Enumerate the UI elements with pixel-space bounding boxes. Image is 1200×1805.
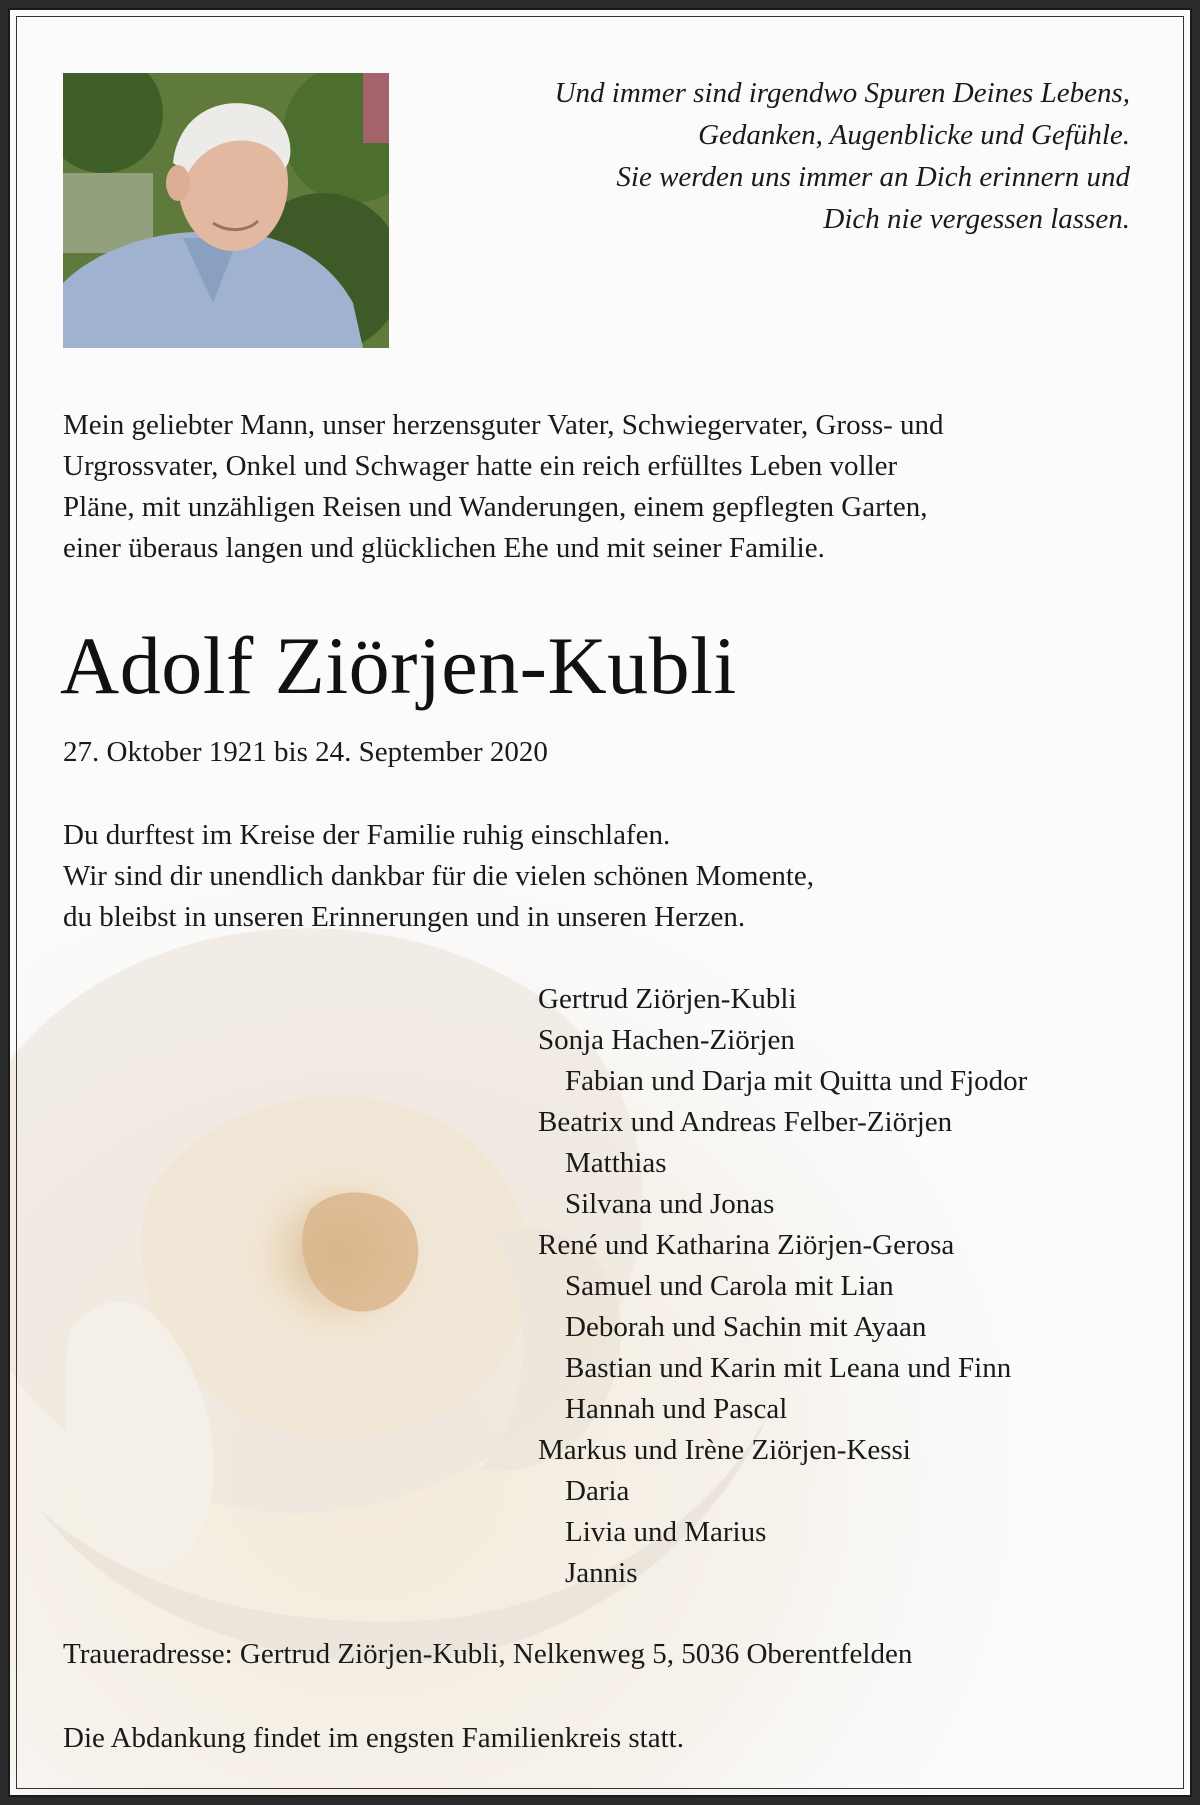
farewell-line: Du durftest im Kreise der Familie ruhig einschlafen. xyxy=(63,819,671,851)
mourner-entry: Markus und Irène Ziörjen-Kessi xyxy=(538,1434,911,1466)
mourner-entry: Silvana und Jonas xyxy=(565,1188,775,1220)
life-dates: 27. Oktober 1921 bis 24. September 2020 xyxy=(63,736,548,768)
verse-line: Gedanken, Augenblicke und Gefühle. xyxy=(698,119,1130,151)
intro-line: einer überaus langen und glücklichen Ehe und mit seiner Familie. xyxy=(63,532,825,564)
intro-paragraph xyxy=(63,405,1143,569)
mourner-entry: Matthias xyxy=(565,1147,667,1179)
farewell-line: Wir sind dir unendlich dankbar für die vielen schönen Momente, xyxy=(63,860,815,892)
mourner-entry: Hannah und Pascal xyxy=(565,1393,788,1425)
mourner-entry: Beatrix und Andreas Felber-Ziörjen xyxy=(538,1106,953,1138)
verse-line: Dich nie vergessen lassen. xyxy=(823,203,1130,235)
portrait-photo xyxy=(63,73,389,348)
intro-line: Mein geliebter Mann, unser herzensguter Vater, Schwiegervater, Gross- und xyxy=(63,409,944,441)
mourner-entry: Daria xyxy=(565,1475,630,1507)
farewell-line: du bleibst in unseren Erinnerungen und in unseren Herzen. xyxy=(63,901,746,933)
mourner-entry: Livia und Marius xyxy=(565,1516,767,1548)
mourner-entry: René und Katharina Ziörjen-Gerosa xyxy=(538,1229,955,1261)
mourner-entry: Bastian und Karin mit Leana und Finn xyxy=(565,1352,1012,1384)
mourners-list xyxy=(538,979,1138,1594)
mourner-entry: Jannis xyxy=(565,1557,638,1589)
intro-line: Urgrossvater, Onkel und Schwager hatte ein reich erfülltes Leben voller xyxy=(63,450,898,482)
mourner-entry: Fabian und Darja mit Quitta und Fjodor xyxy=(565,1065,1028,1097)
obituary-notice xyxy=(8,8,1192,1797)
memorial-verse xyxy=(430,72,1130,240)
funeral-service-note: Die Abdankung findet im engsten Familienkreis statt. xyxy=(63,1722,684,1754)
mourner-entry: Sonja Hachen-Ziörjen xyxy=(538,1024,795,1056)
deceased-name: Adolf Ziörjen-Kubli xyxy=(60,620,737,711)
mourner-entry: Deborah und Sachin mit Ayaan xyxy=(565,1311,927,1343)
farewell-paragraph xyxy=(63,815,1143,938)
intro-line: Pläne, mit unzähligen Reisen und Wanderungen, einem gepflegten Garten, xyxy=(63,491,928,523)
verse-line: Und immer sind irgendwo Spuren Deines Lebens, xyxy=(554,77,1130,109)
mourner-entry: Gertrud Ziörjen-Kubli xyxy=(538,983,797,1015)
verse-line: Sie werden uns immer an Dich erinnern und xyxy=(616,161,1130,193)
mourner-entry: Samuel und Carola mit Lian xyxy=(565,1270,894,1302)
mourning-address: Traueradresse: Gertrud Ziörjen-Kubli, Nelkenweg 5, 5036 Oberentfelden xyxy=(63,1638,913,1670)
